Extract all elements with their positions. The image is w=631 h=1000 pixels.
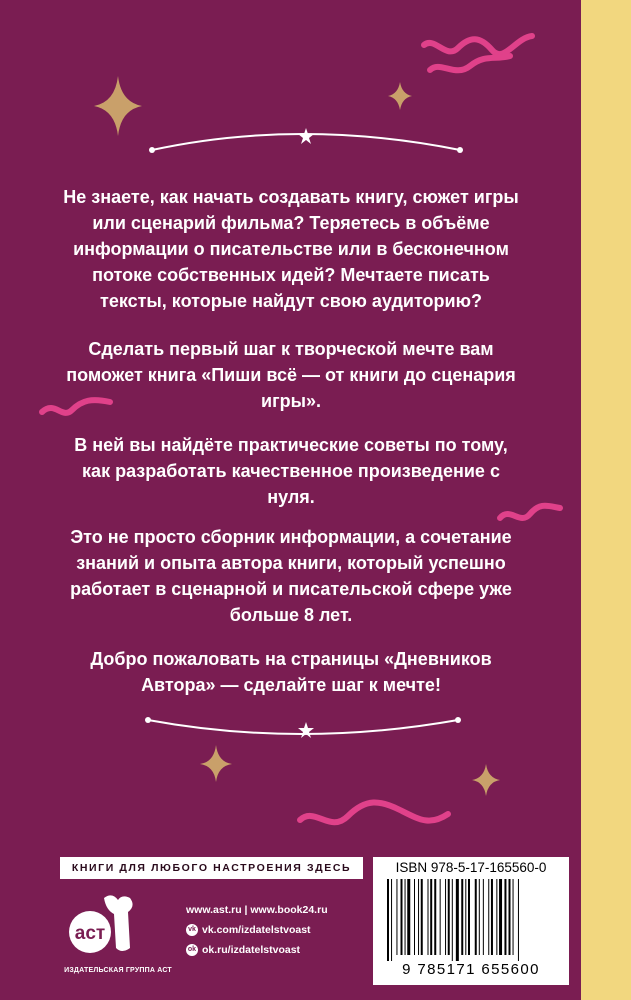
star-icon-bottom-right bbox=[472, 764, 500, 796]
paragraph-2 bbox=[60, 336, 522, 414]
star-icon-bottom-left bbox=[200, 745, 232, 782]
barcode-bar bbox=[421, 879, 423, 955]
barcode-bar bbox=[445, 879, 446, 955]
divider-ornament-bottom bbox=[145, 717, 461, 738]
barcode-digits: 9 785171 655600 bbox=[402, 961, 540, 978]
barcode-bar bbox=[483, 879, 484, 955]
ast-logo bbox=[60, 888, 170, 978]
website-row bbox=[186, 900, 328, 920]
logo-text: аст bbox=[74, 923, 106, 944]
vk-row bbox=[186, 920, 328, 940]
barcode-bar bbox=[407, 879, 410, 955]
barcode-bar bbox=[461, 879, 463, 955]
paragraph-4-text: Это не просто сборник информации, а сочетание знаний и опыта автора книги, который успешно работает в сценарной и писательской сфере уже больше 8 лет. bbox=[70, 527, 512, 625]
barcode-bar bbox=[405, 879, 406, 955]
barcode-bar bbox=[418, 879, 419, 955]
barcode-bar bbox=[475, 879, 477, 955]
barcode-bar bbox=[518, 879, 519, 961]
logo-caption: ИЗДАТЕЛЬСКАЯ ГРУППА АСТ bbox=[64, 967, 172, 974]
barcode-bar bbox=[391, 879, 392, 961]
star-icon-small bbox=[388, 82, 412, 110]
barcode-bar bbox=[428, 879, 429, 955]
vk-icon: vk bbox=[186, 924, 198, 936]
barcode-bar bbox=[513, 879, 514, 955]
isbn-barcode-panel bbox=[373, 857, 569, 985]
barcode-bar bbox=[456, 879, 459, 961]
paragraph-5 bbox=[60, 646, 522, 698]
barcode-bar bbox=[479, 879, 480, 955]
paragraph-5-text: Добро пожаловать на страницы «Дневников Автора» — сделайте шаг к мечте! bbox=[90, 649, 492, 695]
barcode-bar bbox=[430, 879, 432, 955]
publisher-tagline: КНИГИ ДЛЯ ЛЮБОГО НАСТРОЕНИЯ ЗДЕСЬ bbox=[60, 857, 363, 879]
barcode-bar bbox=[491, 879, 493, 955]
barcode-bar bbox=[396, 879, 397, 955]
barcode-bar bbox=[414, 879, 415, 955]
barcode-bar bbox=[465, 879, 466, 955]
publisher-links bbox=[186, 900, 328, 960]
ok-row bbox=[186, 940, 328, 960]
barcode-bar bbox=[499, 879, 502, 955]
barcode-bar bbox=[468, 879, 470, 955]
barcode-bar bbox=[434, 879, 436, 955]
barcode-bar bbox=[440, 879, 441, 955]
paragraph-1-text: Не знаете, как начать создавать книгу, сюжет игры или сценарий фильма? Теряетесь в объёме информации о писательстве или в бесконечном потоке собственных идей? Мечтаете писать тексты, которые найдут свою аудиторию? bbox=[63, 187, 519, 311]
barcode-bar bbox=[496, 879, 497, 955]
barcode-bar bbox=[504, 879, 506, 955]
divider-ornament-top bbox=[149, 128, 463, 153]
website-link[interactable]: www.ast.ru | www.book24.ru bbox=[186, 904, 328, 916]
paragraph-1 bbox=[60, 184, 522, 314]
vk-link[interactable]: vk.com/izdatelstvoast bbox=[202, 924, 311, 936]
squiggle-decoration-top-2 bbox=[430, 56, 510, 70]
barcode-bar bbox=[448, 879, 450, 955]
paragraph-3 bbox=[60, 432, 522, 510]
ast-logo-icon bbox=[60, 888, 170, 968]
barcode-bar bbox=[452, 879, 453, 961]
barcode-bar bbox=[509, 879, 511, 955]
squiggle-decoration-bottom bbox=[300, 802, 448, 822]
barcode-bar bbox=[387, 879, 389, 961]
isbn-number: ISBN 978-5-17-165560-0 bbox=[395, 860, 547, 875]
paragraph-2-text: Сделать первый шаг к творческой мечте вам поможет книга «Пиши всё — от книги до сценария игры». bbox=[66, 339, 516, 411]
squiggle-decoration-top bbox=[424, 36, 532, 54]
spine-strip bbox=[581, 0, 631, 1000]
ok-icon: ok bbox=[186, 944, 198, 956]
barcode-icon bbox=[381, 879, 561, 961]
paragraph-3-text: В ней вы найдёте практические советы по тому, как разработать качественное произведение с нуля. bbox=[74, 435, 508, 507]
barcode-bar bbox=[488, 879, 489, 955]
star-icon-large bbox=[94, 76, 142, 136]
paragraph-4 bbox=[60, 524, 522, 628]
barcode-bar bbox=[401, 879, 403, 955]
ok-link[interactable]: ok.ru/izdatelstvoast bbox=[202, 944, 301, 956]
